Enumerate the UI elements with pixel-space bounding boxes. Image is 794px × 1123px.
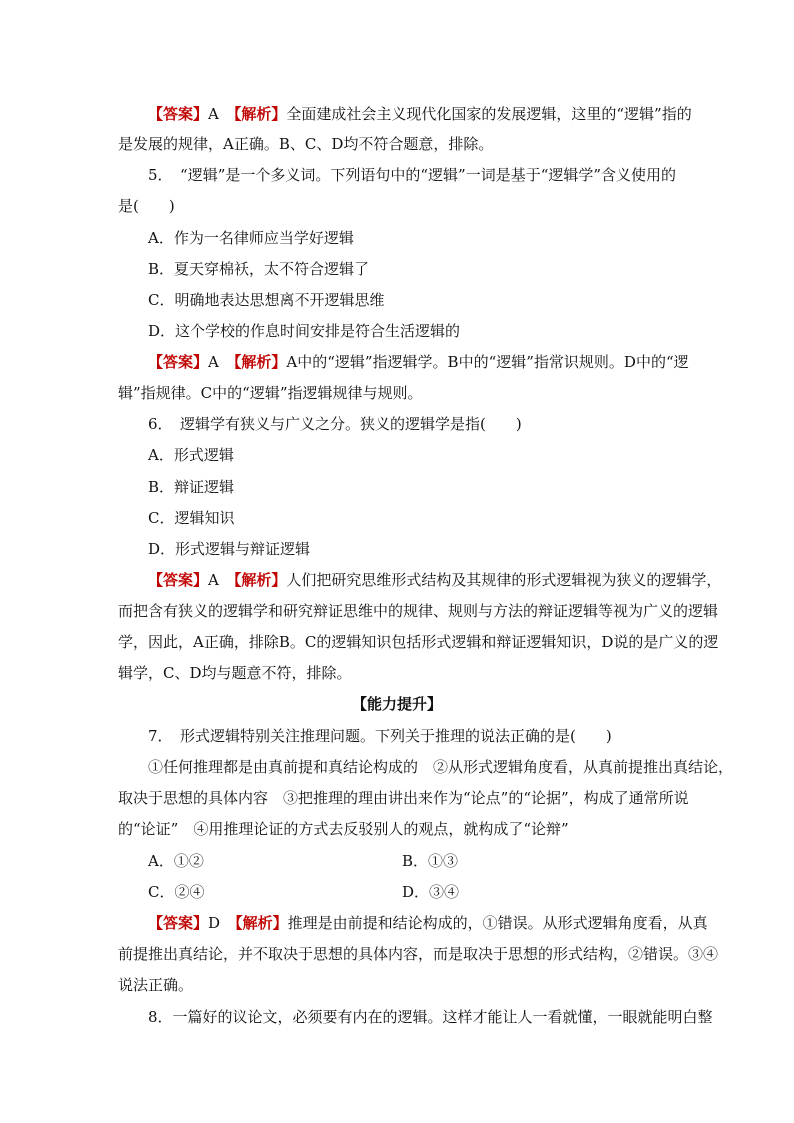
analysis-label: 【解析】 — [233, 105, 287, 123]
q5-option-d: D．这个学校的作息时间安排是符合生活逻辑的 — [148, 322, 461, 340]
q6-option-b: B．辩证逻辑 — [148, 478, 235, 496]
q6-option-c: C．逻辑知识 — [148, 509, 235, 527]
analysis-label: 【解析】 — [235, 914, 288, 932]
q5-option-b: B．夏天穿棉袄，太不符合逻辑了 — [148, 260, 370, 278]
q5-answer-line — [148, 352, 689, 372]
q4-analysis-cont: 是发展的规律，A正确。B、C、D均不符合题意，排除。 — [118, 135, 494, 153]
q7-option-b: B．①③ — [402, 852, 459, 870]
q5-option-c: C．明确地表达思想离不开逻辑思维 — [148, 291, 385, 309]
analysis-text: 推理是由前提和结论构成的，①错误。从形式逻辑角度看，从真 — [287, 914, 708, 932]
answer-label: 【答案】 — [148, 571, 209, 589]
answer-label: 【答案】 — [148, 105, 209, 123]
answer-letter: A — [208, 571, 219, 589]
q7-option-d: D．③④ — [402, 883, 460, 901]
q7-items-3: 的“论证” ④用推理论证的方式去反驳别人的观点，就构成了“论辩” — [118, 820, 569, 838]
q5-stem-cont: 是( ) — [118, 197, 175, 215]
q5-stem: 5． “逻辑”是一个多义词。下列语句中的“逻辑”一词是基于“逻辑学”含义使用的 — [148, 166, 677, 184]
q7-answer-line — [148, 913, 708, 933]
q7-option-c: C．②④ — [148, 883, 205, 901]
q6-stem: 6． 逻辑学有狭义与广义之分。狭义的逻辑学是指( ) — [148, 415, 522, 433]
q8-stem: 8．一篇好的议论文，必须要有内在的逻辑。这样才能让人一看就懂，一眼就能明白整 — [148, 1008, 713, 1026]
q7-stem: 7． 形式逻辑特别关注推理问题。下列关于推理的说法正确的是( ) — [148, 727, 612, 745]
q7-option-a: A．①② — [148, 852, 204, 870]
analysis-text: 全面建成社会主义现代化国家的发展逻辑，这里的“逻辑”指的 — [286, 105, 692, 123]
answer-letter: D — [208, 914, 221, 932]
q7-analysis-cont-1: 前提推出真结论，并不取决于思想的具体内容，而是取决于思想的形式结构，②错误。③④ — [118, 945, 719, 963]
section-title: 【能力提升】 — [351, 695, 442, 713]
q6-option-d: D．形式逻辑与辩证逻辑 — [148, 540, 311, 558]
q5-option-a: A．作为一名律师应当学好逻辑 — [148, 229, 354, 247]
analysis-text: 人们把研究思维形式结构及其规律的形式逻辑视为狭义的逻辑学， — [286, 571, 722, 589]
q5-analysis-cont: 辑”指规律。C中的“逻辑”指逻辑规律与规则。 — [118, 384, 423, 402]
q6-option-a: A．形式逻辑 — [148, 446, 234, 464]
analysis-label: 【解析】 — [233, 571, 287, 589]
analysis-label: 【解析】 — [233, 353, 287, 371]
q4-answer-line — [148, 104, 692, 124]
answer-letter: A — [208, 105, 219, 123]
q6-answer-line — [148, 570, 721, 590]
q6-analysis-cont-2: 学，因此，A正确，排除B。C的逻辑知识包括形式逻辑和辩证逻辑知识，D说的是广义的逻 — [118, 633, 719, 651]
analysis-text: A中的“逻辑”指逻辑学。B中的“逻辑”指常识规则。D中的“逻 — [286, 353, 689, 371]
answer-letter: A — [208, 353, 219, 371]
answer-label: 【答案】 — [148, 353, 209, 371]
answer-label: 【答案】 — [148, 914, 209, 932]
q6-analysis-cont-3: 辑学，C、D均与题意不符，排除。 — [118, 664, 352, 682]
q7-items-1: ①任何推理都是由真前提和真结论构成的 ②从形式逻辑角度看，从真前提推出真结论， — [148, 758, 734, 776]
q6-analysis-cont-1: 而把含有狭义的逻辑学和研究辩证思维中的规律、规则与方法的辩证逻辑等视为广义的逻辑 — [118, 602, 719, 620]
q7-items-2: 取决于思想的具体内容 ③把推理的理由讲出来作为“论点”的“论据”，构成了通常所说 — [118, 789, 689, 807]
q7-analysis-cont-2: 说法正确。 — [118, 976, 194, 994]
